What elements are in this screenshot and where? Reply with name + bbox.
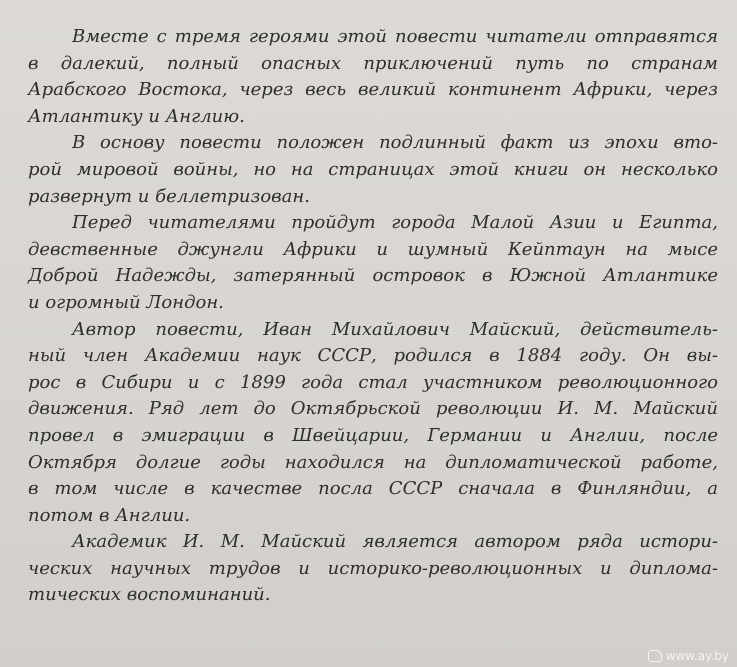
text-line: ный член Академии наук СССР, родился в 1884 году. Он вы- — [28, 345, 718, 367]
hand-icon — [648, 650, 662, 662]
text-line: Академик И. М. Майский является автором ряда истори- — [72, 531, 718, 553]
watermark-text: www.ay.by — [665, 649, 729, 663]
text-line: ческих научных трудов и историко-революционных и диплома- — [28, 557, 718, 579]
paragraph — [28, 24, 718, 130]
text-line: и огромный Лондон. — [28, 291, 224, 313]
text-line: рос в Сибири и с 1899 года стал участником революционного — [28, 371, 718, 393]
paragraph — [28, 130, 718, 210]
text-line: провел в эмиграции в Швейцарии, Германии и Англии, после — [28, 424, 718, 446]
text-line: движения. Ряд лет до Октябрьской революции И. М. Майский — [28, 398, 718, 420]
text-line: в том числе в качестве посла СССР сначала в Финляндии, а — [28, 478, 718, 500]
text-line: Арабского Востока, через весь великий континент Африки, через — [28, 79, 718, 101]
paragraph — [28, 529, 718, 609]
watermark — [648, 649, 729, 663]
text-line: тических воспоминаний. — [28, 584, 271, 606]
text-line: рой мировой войны, но на страницах этой книги он несколько — [28, 158, 718, 180]
text-line: Вместе с тремя героями этой повести читатели отправятся — [72, 26, 718, 47]
paragraph — [28, 317, 718, 530]
text-line: потом в Англии. — [28, 504, 191, 526]
text-line: В основу повести положен подлинный факт из эпохи вто- — [72, 132, 718, 154]
text-line: Атлантику и Англию. — [28, 105, 245, 127]
text-line: Автор повести, Иван Михайлович Майский, действитель- — [72, 318, 718, 340]
text-line: в далекий, полный опасных приключений путь по странам — [28, 52, 718, 74]
page-body-text — [28, 24, 718, 609]
text-line: девственные джунгли Африки и шумный Кейптаун на мысе — [28, 238, 718, 260]
text-line: Перед читателями пройдут города Малой Азии и Египта, — [72, 212, 718, 234]
text-line: Доброй Надежды, затерянный островок в Южной Атлантике — [28, 265, 718, 287]
text-line: развернут и беллетризован. — [28, 185, 310, 207]
paragraph — [28, 210, 718, 316]
text-line: Октября долгие годы находился на дипломатической работе, — [28, 451, 718, 473]
